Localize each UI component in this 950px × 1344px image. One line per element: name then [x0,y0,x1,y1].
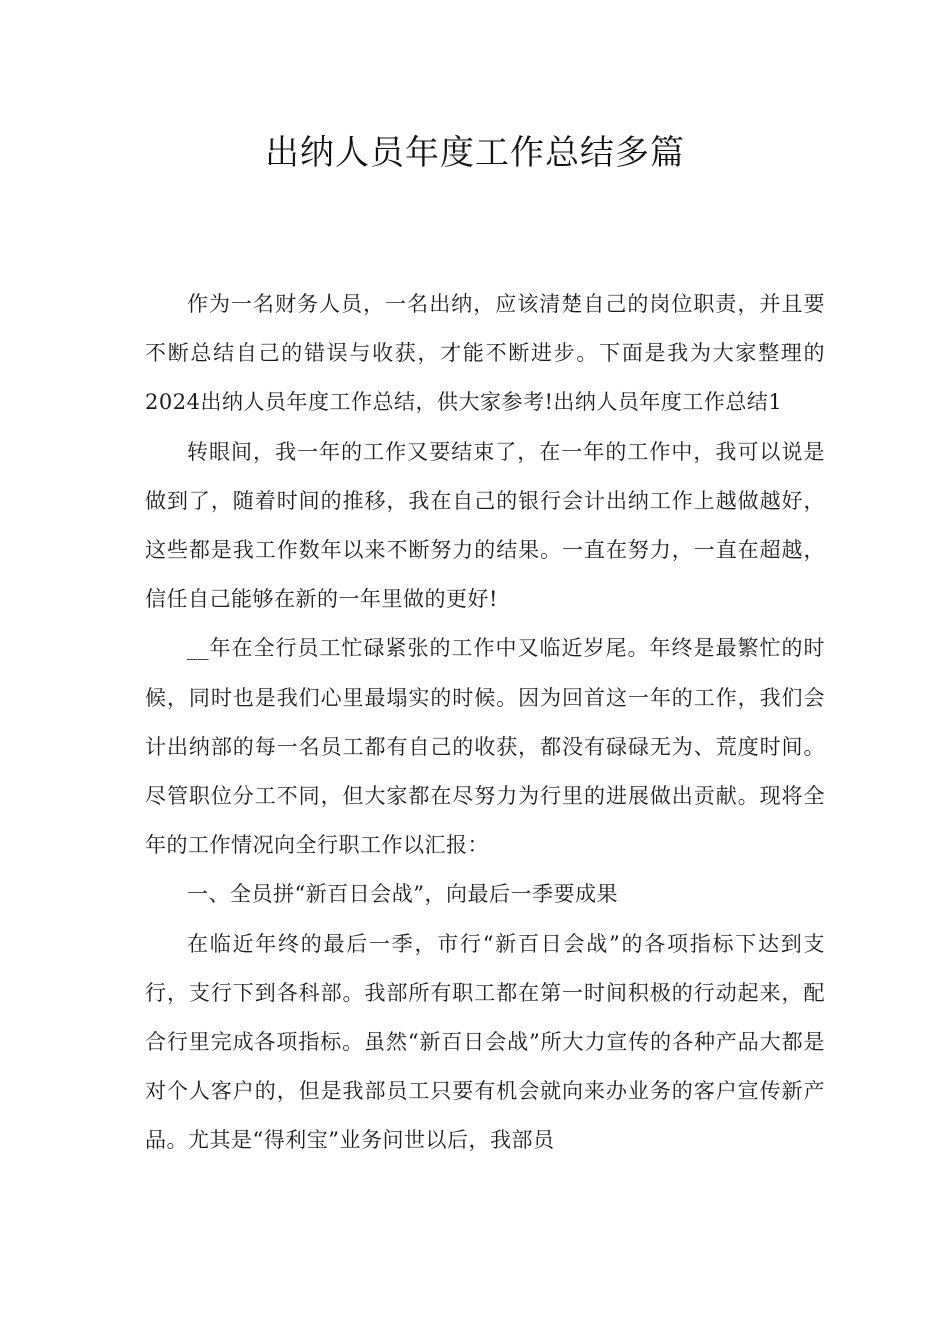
paragraph-reflection: 转眼间，我一年的工作又要结束了，在一年的工作中，我可以说是做到了，随着时间的推移，我在自己的银行会计出纳工作上越做越好，这些都是我工作数年以来不断努力的结果。一直在努力，一直在超越，信任自己能够在新的一年里做的更好! [145,439,825,612]
paragraph-section-1: 在临近年终的最后一季，市行“新百日会战”的各项指标下达到支行，支行下到各科部。我部所有职工都在第一时间积极的行动起来，配合行里完成各项指标。虽然“新百日会战”所大力宣传的各种产品大都是对个人客户的，但是我部员工只要有机会就向来办业务的客户宣传新产品。尤其是“得利宝”业务问世以后，我部员 [145,931,825,1153]
paragraph-year-review: __年在全行员工忙碌紧张的工作中又临近岁尾。年终是最繁忙的时候，同时也是我们心里最塌实的时候。因为回首这一年的工作，我们会计出纳部的每一名员工都有自己的收获，都没有碌碌无为、荒度时间。尽管职位分工不同，但大家都在尽努力为行里的进展做出贡献。现将全年的工作情况向全行职工作以汇报： [145,636,825,858]
section-heading-1: 一、全员拼“新百日会战”，向最后一季要成果 [187,882,618,907]
document-body [145,280,825,1166]
document-title: 出纳人员年度工作总结多篇 [265,133,685,173]
paragraph-intro: 作为一名财务人员，一名出纳，应该清楚自己的岗位职责，并且要不断总结自己的错误与收获，才能不断进步。下面是我为大家整理的2024出纳人员年度工作总结，供大家参考!出纳人员年度工作总结1 [145,292,825,415]
